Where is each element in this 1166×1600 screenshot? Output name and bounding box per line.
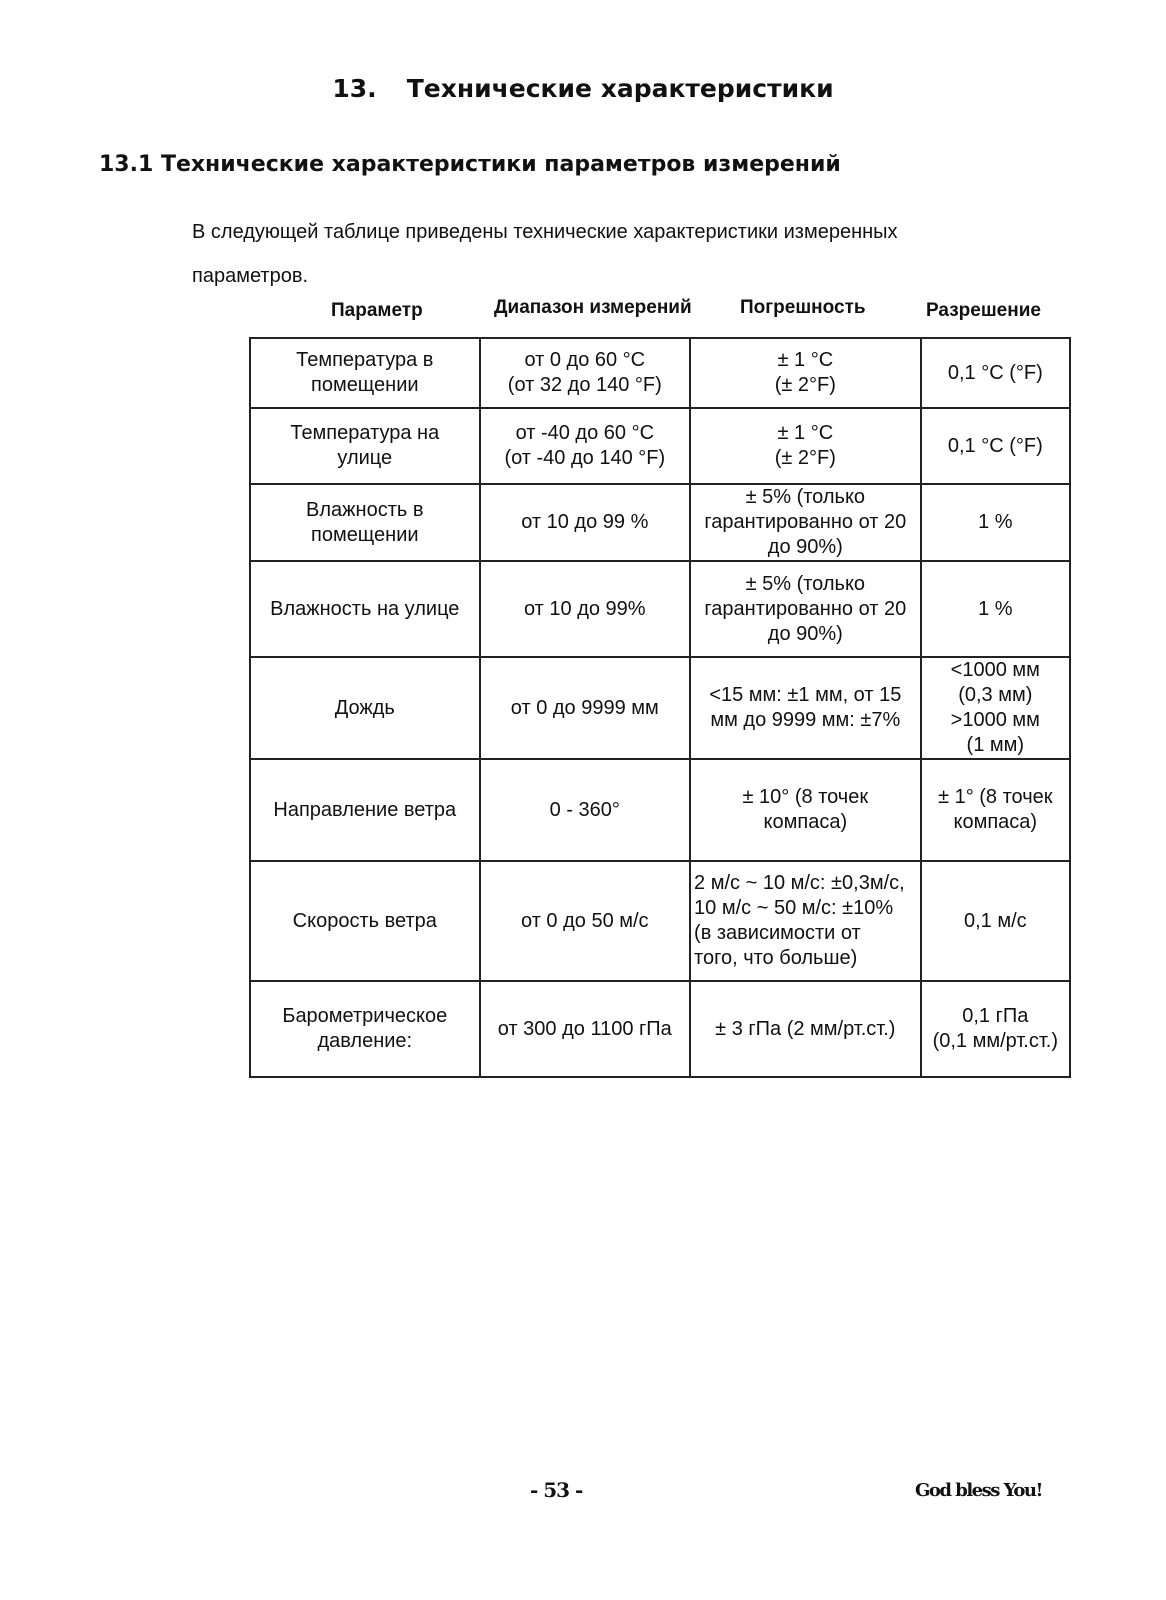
cell-line: помещении xyxy=(310,523,419,546)
table-row xyxy=(250,759,1070,861)
cell-resolution xyxy=(921,484,1070,561)
cell-accuracy xyxy=(690,561,921,657)
cell-line: (0,3 мм) xyxy=(958,684,1033,706)
cell-line: от 10 до 99% xyxy=(524,597,646,620)
cell-accuracy xyxy=(690,408,921,484)
cell-line: Скорость ветра xyxy=(292,909,437,932)
cell-line: 0 - 360° xyxy=(549,798,620,821)
cell-resolution xyxy=(921,861,1070,981)
footer-text: God bless You! xyxy=(915,1480,1042,1501)
table-row xyxy=(250,861,1070,981)
cell-line: компаса) xyxy=(953,811,1038,833)
cell-line: Барометрическое xyxy=(282,1005,448,1027)
cell-line: гарантированно от 20 xyxy=(704,597,907,620)
cell-line: 10 м/с ~ 50 м/с: ±10% xyxy=(694,897,894,919)
cell-parameter xyxy=(250,981,480,1077)
cell-line: мм до 9999 мм: ±7% xyxy=(710,709,901,731)
cell-line: от 10 до 99 % xyxy=(521,511,649,533)
header-parameter: Параметр xyxy=(331,300,423,321)
cell-line: до 90%) xyxy=(767,622,843,645)
cell-parameter xyxy=(250,338,480,408)
cell-line: улице xyxy=(337,447,393,469)
spec-table xyxy=(249,337,1071,1078)
cell-line: от 300 до 1100 гПа xyxy=(497,1017,672,1040)
section-heading xyxy=(0,74,1166,103)
table-row xyxy=(250,408,1070,484)
table-row xyxy=(250,338,1070,408)
header-resolution: Разрешение xyxy=(926,300,1041,321)
cell-resolution xyxy=(921,657,1070,759)
table-row xyxy=(250,561,1070,657)
cell-line: 1 % xyxy=(978,511,1013,533)
cell-line: от 0 до 60 °C xyxy=(524,349,646,371)
cell-range xyxy=(480,861,691,981)
cell-line: (от 32 до 140 °F) xyxy=(507,374,662,396)
cell-range xyxy=(480,759,691,861)
cell-parameter xyxy=(250,861,480,981)
section-title: Технические характеристики xyxy=(406,74,834,103)
cell-range xyxy=(480,484,691,561)
subsection-heading: 13.1 Технические характеристики параметров измерений xyxy=(99,152,841,177)
cell-line: от 0 до 9999 мм xyxy=(510,696,659,719)
cell-resolution xyxy=(921,338,1070,408)
cell-line: от -40 до 60 °C xyxy=(515,422,655,444)
cell-line: Влажность на улице xyxy=(270,597,460,620)
intro-paragraph: В следующей таблице приведены технические характеристики измеренных параметров. xyxy=(192,221,898,287)
cell-resolution xyxy=(921,981,1070,1077)
cell-accuracy xyxy=(690,657,921,759)
cell-line: <1000 мм xyxy=(950,659,1040,681)
cell-line: 1 % xyxy=(978,597,1013,620)
cell-line: <15 мм: ±1 мм, от 15 xyxy=(709,684,902,706)
cell-line: (1 мм) xyxy=(966,734,1025,756)
cell-line: до 90%) xyxy=(767,536,843,558)
cell-line: ± 3 гПа (2 мм/рт.ст.) xyxy=(715,1017,896,1040)
cell-line: ± 5% (только xyxy=(745,572,866,595)
cell-line: (в зависимости от xyxy=(694,922,861,944)
cell-line: того, что больше) xyxy=(694,947,858,969)
cell-line: ± 1 °C xyxy=(777,349,834,371)
cell-line: 0,1 м/с xyxy=(963,909,1027,932)
cell-parameter xyxy=(250,484,480,561)
cell-line: Дождь xyxy=(334,696,395,719)
cell-line: 2 м/с ~ 10 м/с: ±0,3м/с, xyxy=(694,872,905,894)
table-row xyxy=(250,657,1070,759)
header-accuracy: Погрешность xyxy=(740,297,866,318)
cell-parameter xyxy=(250,657,480,759)
cell-line: Температура на xyxy=(290,422,440,444)
cell-range xyxy=(480,657,691,759)
cell-line: (± 2°F) xyxy=(774,374,836,396)
cell-accuracy xyxy=(690,484,921,561)
cell-line: 0,1 °C (°F) xyxy=(947,434,1043,457)
cell-resolution xyxy=(921,408,1070,484)
cell-line: 0,1 гПа xyxy=(962,1005,1029,1027)
cell-line: ± 1 °C xyxy=(777,422,834,444)
cell-resolution xyxy=(921,759,1070,861)
cell-range xyxy=(480,561,691,657)
cell-line: ± 1° (8 точек xyxy=(938,786,1053,808)
cell-line: 0,1 °C (°F) xyxy=(947,361,1043,384)
cell-range xyxy=(480,338,691,408)
table-row xyxy=(250,981,1070,1077)
cell-accuracy xyxy=(690,861,921,981)
cell-line: (± 2°F) xyxy=(774,447,836,469)
cell-resolution xyxy=(921,561,1070,657)
cell-parameter xyxy=(250,759,480,861)
cell-line: >1000 мм xyxy=(950,709,1040,731)
cell-line: ± 5% (только xyxy=(745,486,866,508)
cell-line: помещении xyxy=(310,374,419,396)
cell-line: (от -40 до 140 °F) xyxy=(504,447,666,469)
cell-parameter xyxy=(250,408,480,484)
cell-line: давление: xyxy=(317,1030,413,1052)
cell-accuracy xyxy=(690,759,921,861)
spec-table-body xyxy=(250,338,1070,1077)
cell-line: ± 10° (8 точек xyxy=(742,786,869,808)
cell-line: Температура в xyxy=(296,349,434,371)
cell-line: Направление ветра xyxy=(273,798,457,821)
cell-line: гарантированно от 20 xyxy=(704,511,907,533)
cell-parameter xyxy=(250,561,480,657)
cell-line: компаса) xyxy=(763,811,848,833)
header-range: Диапазон измерений xyxy=(494,297,692,318)
cell-line: от 0 до 50 м/с xyxy=(521,909,649,932)
page-number: - 53 - xyxy=(530,1478,583,1502)
cell-line: (0,1 мм/рт.ст.) xyxy=(932,1030,1058,1052)
cell-range xyxy=(480,408,691,484)
cell-accuracy xyxy=(690,338,921,408)
cell-accuracy xyxy=(690,981,921,1077)
section-number: 13. xyxy=(332,74,377,103)
table-row xyxy=(250,484,1070,561)
cell-range xyxy=(480,981,691,1077)
cell-line: Влажность в xyxy=(306,498,424,521)
